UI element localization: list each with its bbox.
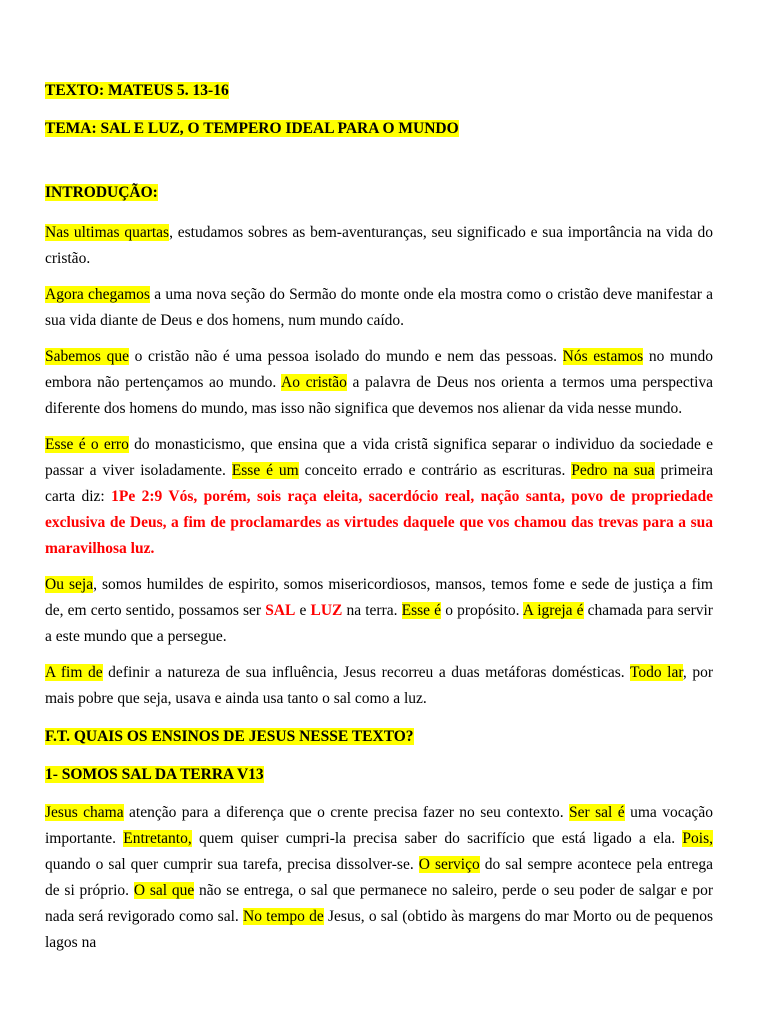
highlight: Nas ultimas quartas xyxy=(45,224,170,241)
highlight: No tempo de xyxy=(243,908,324,925)
paragraph-6: A fim de definir a natureza de sua influência, Jesus recorreu a duas metáforas domésticas. Todo lar, por mais pobre que seja, usava e ainda usa tanto o sal como a luz. xyxy=(45,664,713,707)
highlight: Esse é um xyxy=(231,462,299,479)
paragraph-4: Esse é o erro do monasticismo, que ensina que a vida cristã significa separar o individuo da sociedade e passar a viver isoladamente. Esse é um conceito errado e contrário as escrituras. Pedro na sua primeira carta diz: 1Pe 2:9 Vós, porém, sois raça eleita, sacerdócio real, nação santa, povo de propriedade exclusiva de Deus, a fim de proclamardes as virtudes daquele que vos chamou das trevas para a sua maravilhosa luz. xyxy=(45,436,714,557)
highlight: O sal que xyxy=(133,882,195,899)
highlight: Pedro na sua xyxy=(571,462,655,479)
paragraph-7: Jesus chama atenção para a diferença que o crente precisa fazer no seu contexto. Ser sal é uma vocação importante. Entretanto, quem quiser cumpri-la precisa saber do sacrifício que está ligado a ela. Pois, quando o sal quer cumprir sua tarefa, precisa dissolver-se. O serviço do sal sempre acontece pela entrega de si próprio. O sal que não se entrega, o sal que permanece no saleiro, perde o seu poder de salgar e por nada será revigorado como sal. No tempo de Jesus, o sal (obtido às margens do mar Morto ou de pequenos lagos na xyxy=(45,804,713,951)
highlight: Ao cristão xyxy=(281,374,347,391)
highlight: Agora chegamos xyxy=(45,286,150,303)
highlight: O serviço xyxy=(418,856,480,873)
section-1-heading: 1- SOMOS SAL DA TERRA V13 xyxy=(45,766,264,783)
paragraph-1: Nas ultimas quartas, estudamos sobres as bem-aventuranças, seu significado e sua importância na vida do cristão. xyxy=(45,224,713,267)
bible-quote: 1Pe 2:9 Vós, porém, sois raça eleita, sacerdócio real, nação santa, povo de propriedade exclusiva de Deus, a fim de proclamardes as virtudes daquele que vos chamou das trevas para a sua maravilhosa luz. xyxy=(45,488,713,557)
highlight: Ou seja xyxy=(45,576,94,593)
highlight: Ser sal é xyxy=(569,804,625,821)
paragraph-2: Agora chegamos a uma nova seção do Sermão do monte onde ela mostra como o cristão deve manifestar a sua vida diante de Deus e dos homens, num mundo caído. xyxy=(45,286,713,329)
tema-heading: TEMA: SAL E LUZ, O TEMPERO IDEAL PARA O MUNDO xyxy=(45,120,459,137)
paragraph-3: Sabemos que o cristão não é uma pessoa isolado do mundo e nem das pessoas. Nós estamos no mundo embora não pertençamos ao mundo. Ao cristão a palavra de Deus nos orienta a termos uma perspectiva diferente dos homens do mundo, mas isso não significa que devemos nos alienar da vida nesse mundo. xyxy=(45,348,714,417)
emphasis-sal: SAL xyxy=(265,602,296,619)
document-page xyxy=(45,80,713,956)
paragraph-5: Ou seja, somos humildes de espirito, somos misericordiosos, mansos, temos fome e sede de justiça a fim de, em certo sentido, possamos ser SAL e LUZ na terra. Esse é o propósito. A igreja é chamada para servir a este mundo que a persegue. xyxy=(45,576,713,645)
emphasis-luz: LUZ xyxy=(310,602,343,619)
highlight: Sabemos que xyxy=(45,348,129,365)
texto-heading: TEXTO: MATEUS 5. 13-16 xyxy=(45,82,229,99)
ft-heading: F.T. QUAIS OS ENSINOS DE JESUS NESSE TEXTO? xyxy=(45,728,414,745)
highlight: Entretanto, xyxy=(123,830,192,847)
highlight: Pois, xyxy=(682,830,713,847)
highlight: Todo lar xyxy=(629,664,683,681)
introducao-heading: INTRODUÇÃO: xyxy=(45,184,158,201)
highlight: A fim de xyxy=(45,664,103,681)
highlight: Jesus chama xyxy=(45,804,124,821)
highlight: Esse é o erro xyxy=(45,436,129,453)
highlight: Esse é xyxy=(401,602,442,619)
highlight: A igreja é xyxy=(522,602,584,619)
highlight: Nós estamos xyxy=(562,348,644,365)
